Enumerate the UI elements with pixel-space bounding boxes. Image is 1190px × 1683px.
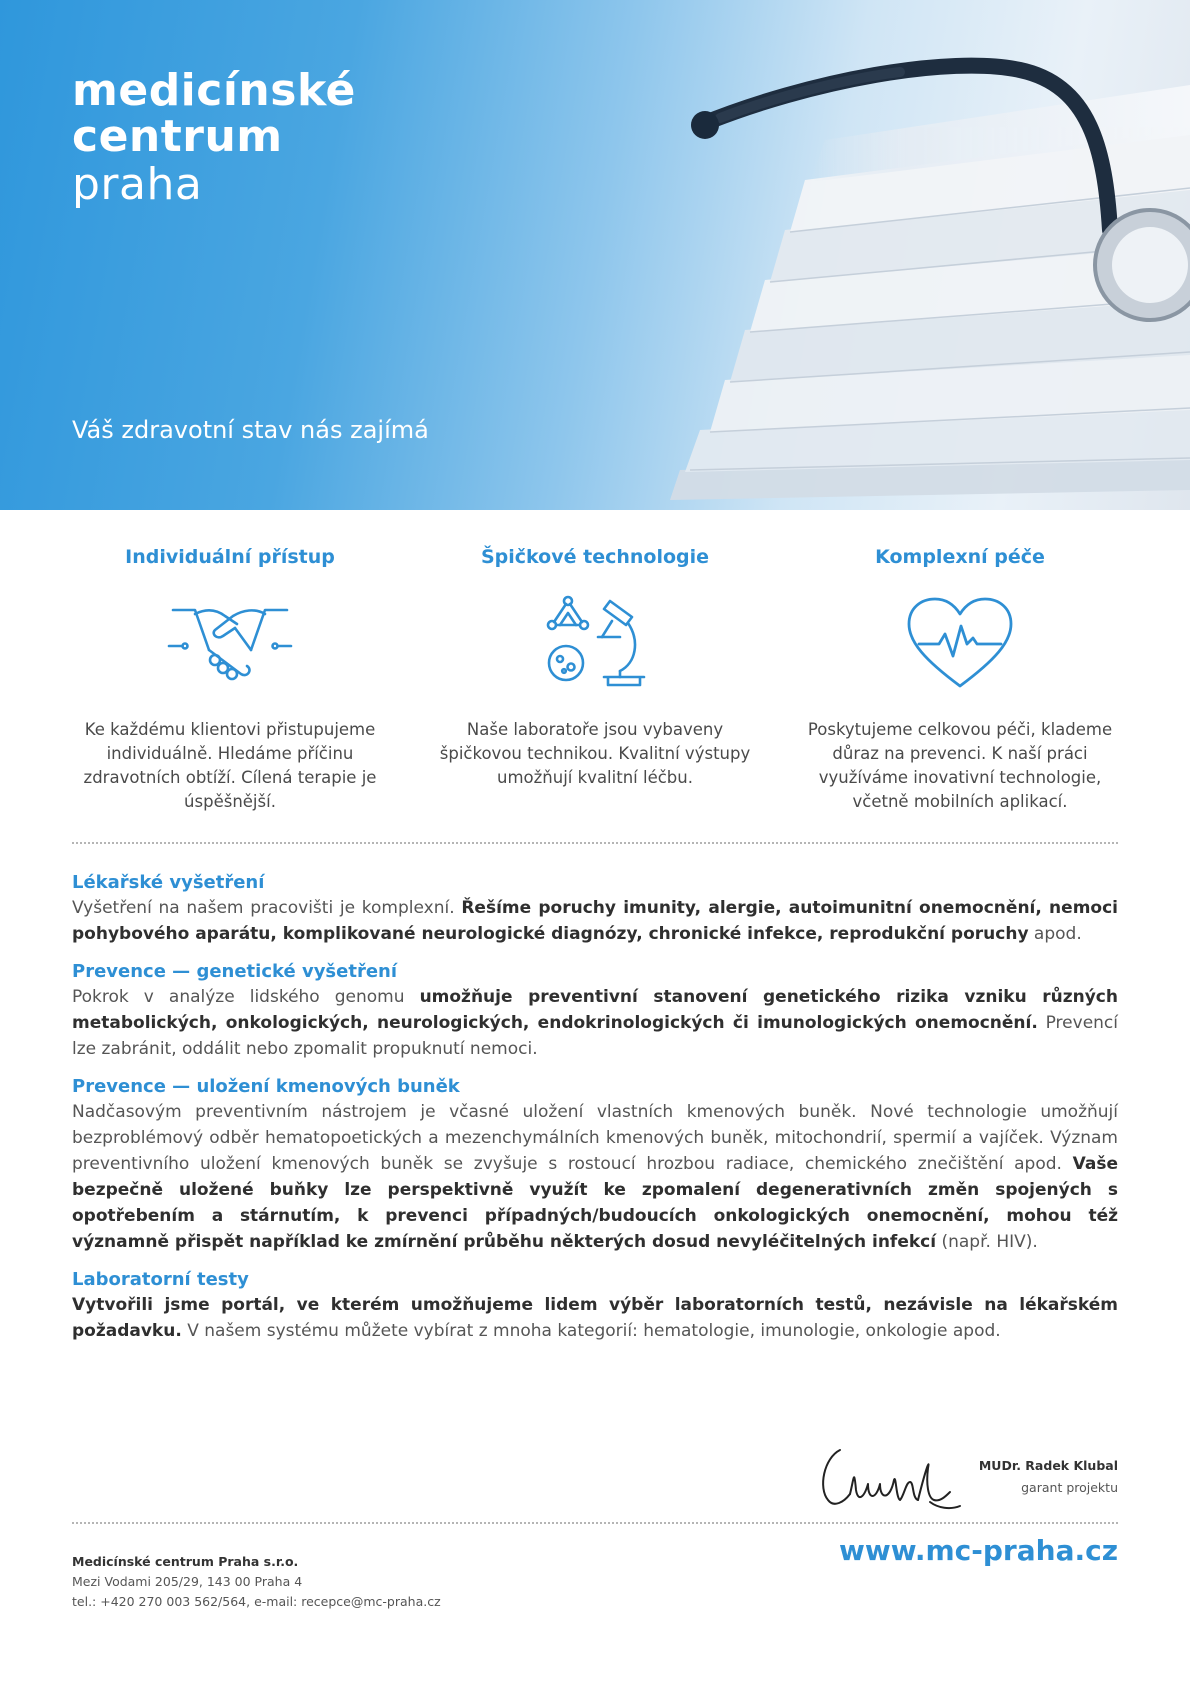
section-title: Laboratorní testy — [72, 1269, 249, 1290]
section-text: Vytvořili jsme portál, ve kterém umožňujeme lidem výběr laboratorních testů, nezávisle na lékařském požadavku. V našem systému můžete vybírat z mnoha kategorií: hematologie, imunologie, onkologie apod. — [72, 1295, 1118, 1341]
documents-stethoscope-photo — [550, 0, 1190, 510]
signature-image — [810, 1438, 970, 1518]
section-genetic-prevention — [72, 961, 1118, 1062]
section-text: Vyšetření na našem pracovišti je komplexní. Řešíme poruchy imunity, alergie, autoimunitní onemocnění, nemoci pohybového aparátu, komplikované neurologické diagnózy, chronické infekce, reprodukční poruchy apod. — [72, 898, 1118, 944]
section-title: Prevence — genetické vyšetření — [72, 961, 398, 982]
feature-complex-care — [790, 546, 1130, 814]
features-row — [60, 546, 1130, 814]
signature-name: MUDr. Radek Klubal — [978, 1458, 1118, 1473]
brand-logo — [72, 65, 356, 210]
microscope-icon — [540, 593, 650, 693]
feature-text: Naše laboratoře jsou vybaveny špičkovou technikou. Kvalitní výstupy umožňují kvalitní léčbu. — [439, 720, 751, 787]
feature-text: Ke každému klientovi přistupujeme individuálně. Hledáme příčinu zdravotních obtíží. Cílená terapie je úspěšnější. — [83, 720, 377, 811]
brand-line-1: medicínské — [72, 65, 356, 116]
company-name: Medicínské centrum Praha s.r.o. — [72, 1554, 299, 1569]
handshake-icon — [165, 598, 295, 688]
tagline: Váš zdravotní stav nás zajímá — [72, 416, 429, 444]
company-address: Mezi Vodami 205/29, 143 00 Praha 4 — [72, 1574, 303, 1589]
feature-title: Individuální přístup — [125, 546, 335, 568]
section-stem-cells — [72, 1076, 1118, 1255]
hero-banner — [0, 0, 1190, 510]
feature-title: Špičkové technologie — [480, 546, 710, 568]
content-sections — [72, 872, 1118, 1358]
feature-technology — [425, 546, 765, 814]
section-medical-exam — [72, 872, 1118, 947]
feature-title: Komplexní péče — [875, 546, 1045, 568]
section-title: Prevence — uložení kmenových buněk — [72, 1076, 460, 1097]
divider — [72, 1522, 1118, 1524]
footer-contact — [72, 1552, 441, 1612]
section-lab-tests — [72, 1269, 1118, 1344]
heart-pulse-icon — [905, 596, 1015, 691]
divider — [72, 842, 1118, 844]
signature-role: garant projektu — [1021, 1480, 1118, 1495]
website-link[interactable]: www.mc-praha.cz — [839, 1534, 1118, 1567]
company-contact: tel.: +420 270 003 562/564, e-mail: recepce@mc-praha.cz — [72, 1594, 441, 1609]
section-title: Lékařské vyšetření — [72, 872, 265, 893]
brand-line-2: centrum — [72, 111, 283, 162]
feature-text: Poskytujeme celkovou péči, klademe důraz na prevenci. K naší práci využíváme inovativní technologie, včetně mobilních aplikací. — [807, 720, 1113, 811]
section-text: Pokrok v analýze lidského genomu umožňuje preventivní stanovení genetického rizika vzniku různých metabolických, onkologických, neurologických, endokrinologických či imunologických onemocnění. Prevencí lze zabránit, oddálit nebo zpomalit propuknutí nemoci. — [72, 987, 1118, 1059]
feature-individual — [60, 546, 400, 814]
section-text: Nadčasovým preventivním nástrojem je včasné uložení vlastních kmenových buněk. Nové technologie umožňují bezproblémový odběr hematopoetických a mezenchymálních kmenových buněk, mitochondrií, spermií a vajíček. Význam preventivního uložení kmenových buněk se zvyšuje s rostoucí hrozbou radiace, chemického znečištění apod. Vaše bezpečně uložené buňky lze perspektivně využít ke zpomalení degenerativních změn spojených s opotřebením a stárnutím, k prevenci případných/budoucích onkologických onemocnění, mohou též významně přispět například ke zmírnění průběhu některých dosud nevyléčitelných infekcí (např. HIV). — [72, 1102, 1118, 1252]
brand-line-3: praha — [72, 159, 203, 210]
